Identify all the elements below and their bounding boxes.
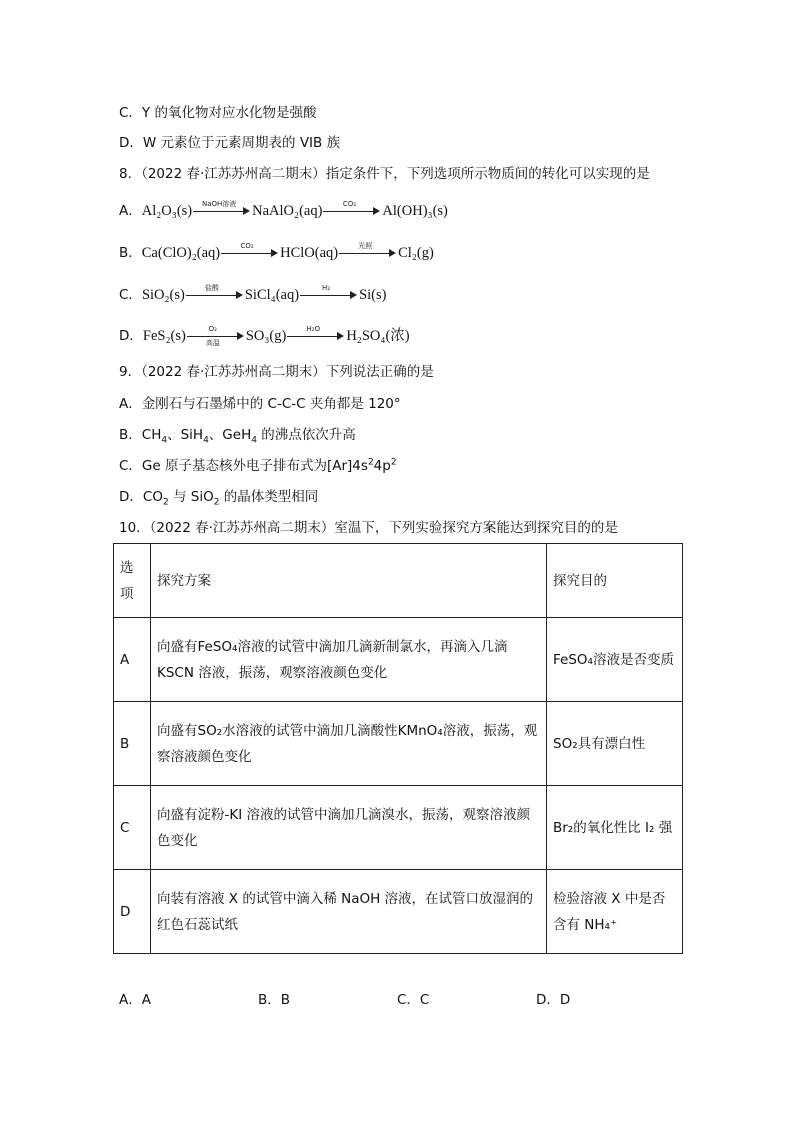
option-label: A． bbox=[119, 203, 142, 219]
row-option: B bbox=[114, 702, 151, 786]
q8-option-d bbox=[119, 326, 410, 346]
reaction-arrow bbox=[187, 326, 245, 346]
reaction-arrow bbox=[186, 285, 244, 305]
q8-option-b bbox=[119, 243, 434, 263]
answer-a: A．A bbox=[119, 992, 151, 1008]
arrow-condition: CO₂ bbox=[240, 242, 254, 250]
header-purpose: 探究目的 bbox=[547, 544, 683, 618]
table-row bbox=[114, 702, 683, 786]
header-plan: 探究方案 bbox=[151, 544, 547, 618]
row-plan: 向盛有FeSO₄溶液的试管中滴加几滴新制氯水，再滴入几滴 KSCN 溶液，振荡，观察溶液颜色变化 bbox=[151, 618, 547, 702]
q7-option-d: D．W 元素位于元素周期表的 VIB 族 bbox=[119, 135, 341, 151]
reactant: Ca(ClO)₂(aq) bbox=[141, 245, 221, 261]
intermediate: NaAlO₂(aq) bbox=[252, 203, 323, 219]
product: Al(OH)₃(s) bbox=[382, 203, 448, 219]
answer-c: C．C bbox=[397, 992, 430, 1008]
experiment-table bbox=[113, 543, 683, 954]
q9-option-a: A．金刚石与石墨烯中的 C-C-C 夹角都是 120° bbox=[119, 396, 401, 412]
reaction-arrow bbox=[300, 285, 358, 305]
reaction-arrow bbox=[323, 201, 381, 221]
row-plan: 向装有溶液 X 的试管中滴入稀 NaOH 溶液，在试管口放湿润的红色石蕊试纸 bbox=[151, 870, 547, 954]
arrow-condition: H₂O bbox=[306, 325, 321, 333]
arrow-condition: O₂ bbox=[208, 325, 217, 333]
q9-option-d: D．$CO_2$ 与 SiO$_2$ 的晶体类型相同 bbox=[119, 489, 319, 508]
product: Cl₂(g) bbox=[398, 245, 434, 261]
intermediate: HClO(aq) bbox=[280, 245, 339, 261]
option-label: B． bbox=[119, 245, 142, 261]
intermediate: SO₃(g) bbox=[245, 328, 287, 344]
product: Si(s) bbox=[359, 287, 387, 303]
arrow-condition-below: 高温 bbox=[205, 339, 220, 347]
row-purpose: Br₂的氧化性比 I₂ 强 bbox=[547, 786, 683, 870]
table-row bbox=[114, 618, 683, 702]
reactant: FeS₂(s) bbox=[142, 328, 186, 344]
table-row bbox=[114, 870, 683, 954]
row-option: C bbox=[114, 786, 151, 870]
reaction-arrow bbox=[221, 243, 279, 263]
arrow-condition: 光照 bbox=[358, 242, 373, 250]
arrow-condition: H₂ bbox=[322, 284, 331, 292]
arrow-condition: NaOH溶液 bbox=[201, 200, 237, 208]
row-purpose: SO₂具有漂白性 bbox=[547, 702, 683, 786]
row-option: D bbox=[114, 870, 151, 954]
row-plan: 向盛有SO₂水溶液的试管中滴加几滴酸性KMnO₄溶液，振荡，观察溶液颜色变化 bbox=[151, 702, 547, 786]
table-header-row bbox=[114, 544, 683, 618]
reaction-arrow bbox=[287, 326, 345, 346]
option-label: D． bbox=[119, 328, 143, 344]
row-plan: 向盛有淀粉-KI 溶液的试管中滴加几滴溴水，振荡，观察溶液颜色变化 bbox=[151, 786, 547, 870]
answer-b: B．B bbox=[258, 992, 291, 1008]
row-purpose: FeSO₄溶液是否变质 bbox=[547, 618, 683, 702]
question-10-stem: 10．（2022 春·江苏苏州高二期末）室温下，下列实验探究方案能达到探究目的的是 bbox=[119, 520, 618, 536]
arrow-condition: 盐酸 bbox=[204, 284, 219, 292]
reaction-arrow bbox=[339, 243, 397, 263]
answer-d: D．D bbox=[536, 992, 571, 1008]
option-label: C． bbox=[119, 287, 142, 303]
header-option: 选项 bbox=[114, 544, 151, 618]
row-purpose: 检验溶液 X 中是否含有 NH₄⁺ bbox=[547, 870, 683, 954]
arrow-condition: CO₂ bbox=[342, 200, 357, 208]
q9-option-b: B．$CH_4$、SiH$_4$、GeH$_4$ 的沸点依次升高 bbox=[119, 427, 356, 446]
reactant: Al₂O₃(s) bbox=[141, 203, 193, 219]
question-8-stem: 8．（2022 春·江苏苏州高二期末）指定条件下，下列选项所示物质间的转化可以实现的是 bbox=[119, 166, 650, 182]
q9-option-c: C．Ge 原子基态核外电子排布式为$[Ar]4s^24p^2$ bbox=[119, 457, 397, 474]
question-9-stem: 9．（2022 春·江苏苏州高二期末）下列说法正确的是 bbox=[119, 364, 434, 380]
product: H₂SO₄(浓) bbox=[346, 328, 410, 344]
q7-option-c: C．Y 的氧化物对应水化物是强酸 bbox=[119, 105, 317, 121]
table-row bbox=[114, 786, 683, 870]
reactant: SiO₂(s) bbox=[141, 287, 185, 303]
q8-option-c bbox=[119, 285, 386, 305]
intermediate: SiCl₄(aq) bbox=[244, 287, 300, 303]
row-option: A bbox=[114, 618, 151, 702]
reaction-arrow bbox=[193, 201, 251, 221]
q8-option-a bbox=[119, 201, 448, 221]
